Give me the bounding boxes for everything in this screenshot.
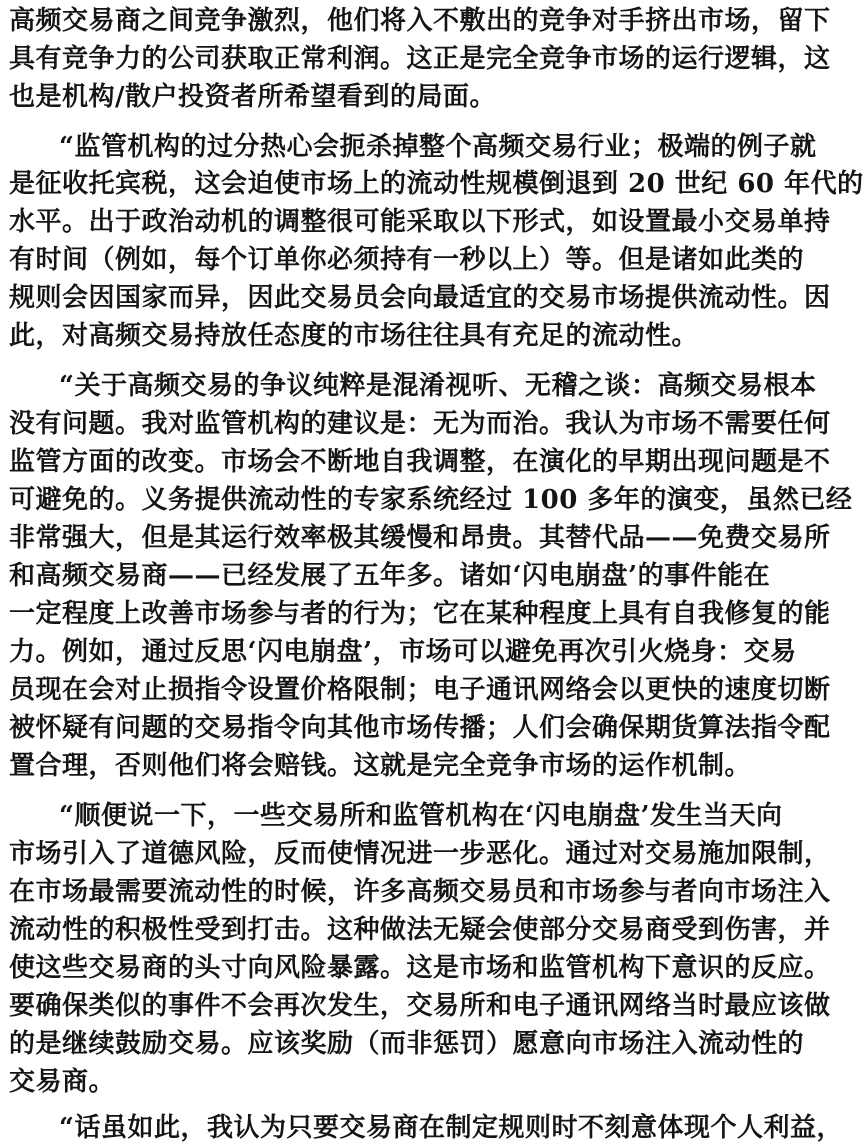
text-line: 规则会因国家而异，因此交易员会向最适宜的交易市场提供流动性。因 — [9, 283, 831, 313]
text-line: 可避免的。义务提供流动性的专家系统经过 100 多年的演变，虽然已经 — [9, 485, 853, 515]
text-line: 和高频交易商——已经发展了五年多。诸如‘闪电崩盘’的事件能在 — [9, 561, 771, 591]
text-line: 有时间（例如，每个订单你必须持有一秒以上）等。但是诸如此类的 — [9, 245, 805, 275]
text-line: 高频交易商之间竞争激烈，他们将入不敷出的竞争对手挤出市场，留下 — [9, 6, 831, 36]
text-line: 此，对高频交易持放任态度的市场往往具有充足的流动性。 — [9, 321, 699, 351]
text-line: 没有问题。我对监管机构的建议是：无为而治。我认为市场不需要任何 — [9, 409, 831, 439]
text-line: 也是机构/散户投资者所希望看到的局面。 — [9, 82, 496, 112]
text-line: 监管方面的改变。市场会不断地自我调整，在演化的早期出现问题是不 — [9, 447, 831, 477]
text-line: “顺便说一下，一些交易所和监管机构在‘闪电崩盘’发生当天向 — [59, 801, 783, 831]
text-line: 水平。出于政治动机的调整很可能采取以下形式，如设置最小交易单持 — [9, 207, 831, 237]
text-line: 要确保类似的事件不会再次发生，交易所和电子通讯网络当时最应该做 — [9, 991, 831, 1021]
text-line: 力。例如，通过反思‘闪电崩盘’，市场可以避免再次引火烧身：交易 — [9, 637, 797, 667]
text-line: “关于高频交易的争议纯粹是混淆视听、无稽之谈：高频交易根本 — [59, 371, 817, 401]
text-line: “话虽如此，我认为只要交易商在制定规则时不刻意体现个人利益， — [59, 1113, 843, 1143]
text-line: 市场引入了道德风险，反而使情况进一步恶化。通过对交易施加限制， — [9, 839, 831, 869]
text-line: 交易商。 — [9, 1067, 116, 1097]
text-line: 是征收托宾税，这会迫使市场上的流动性规模倒退到 20 世纪 60 年代的 — [9, 169, 864, 199]
text-line: 非常强大，但是其运行效率极其缓慢和昂贵。其替代品——免费交易所 — [9, 523, 831, 553]
text-line: 具有竞争力的公司获取正常利润。这正是完全竞争市场的运行逻辑，这 — [9, 44, 831, 74]
text-line: 员现在会对止损指令设置价格限制；电子通讯网络会以更快的速度切断 — [9, 675, 831, 705]
text-line: 的是继续鼓励交易。应该奖励（而非惩罚）愿意向市场注入流动性的 — [9, 1029, 805, 1059]
text-line: 使这些交易商的头寸向风险暴露。这是市场和监管机构下意识的反应。 — [9, 953, 831, 983]
text-line: 在市场最需要流动性的时候，许多高频交易员和市场参与者向市场注入 — [9, 877, 831, 907]
text-line: 被怀疑有问题的交易指令向其他市场传播；人们会确保期货算法指令配 — [9, 713, 831, 743]
text-line: 一定程度上改善市场参与者的行为；它在某种程度上具有自我修复的能 — [9, 599, 831, 629]
text-line: “监管机构的过分热心会扼杀掉整个高频交易行业；极端的例子就 — [59, 132, 817, 162]
text-line: 流动性的积极性受到打击。这种做法无疑会使部分交易商受到伤害，并 — [9, 915, 831, 945]
text-line: 置合理，否则他们将会赔钱。这就是完全竞争市场的运作机制。 — [9, 751, 752, 781]
